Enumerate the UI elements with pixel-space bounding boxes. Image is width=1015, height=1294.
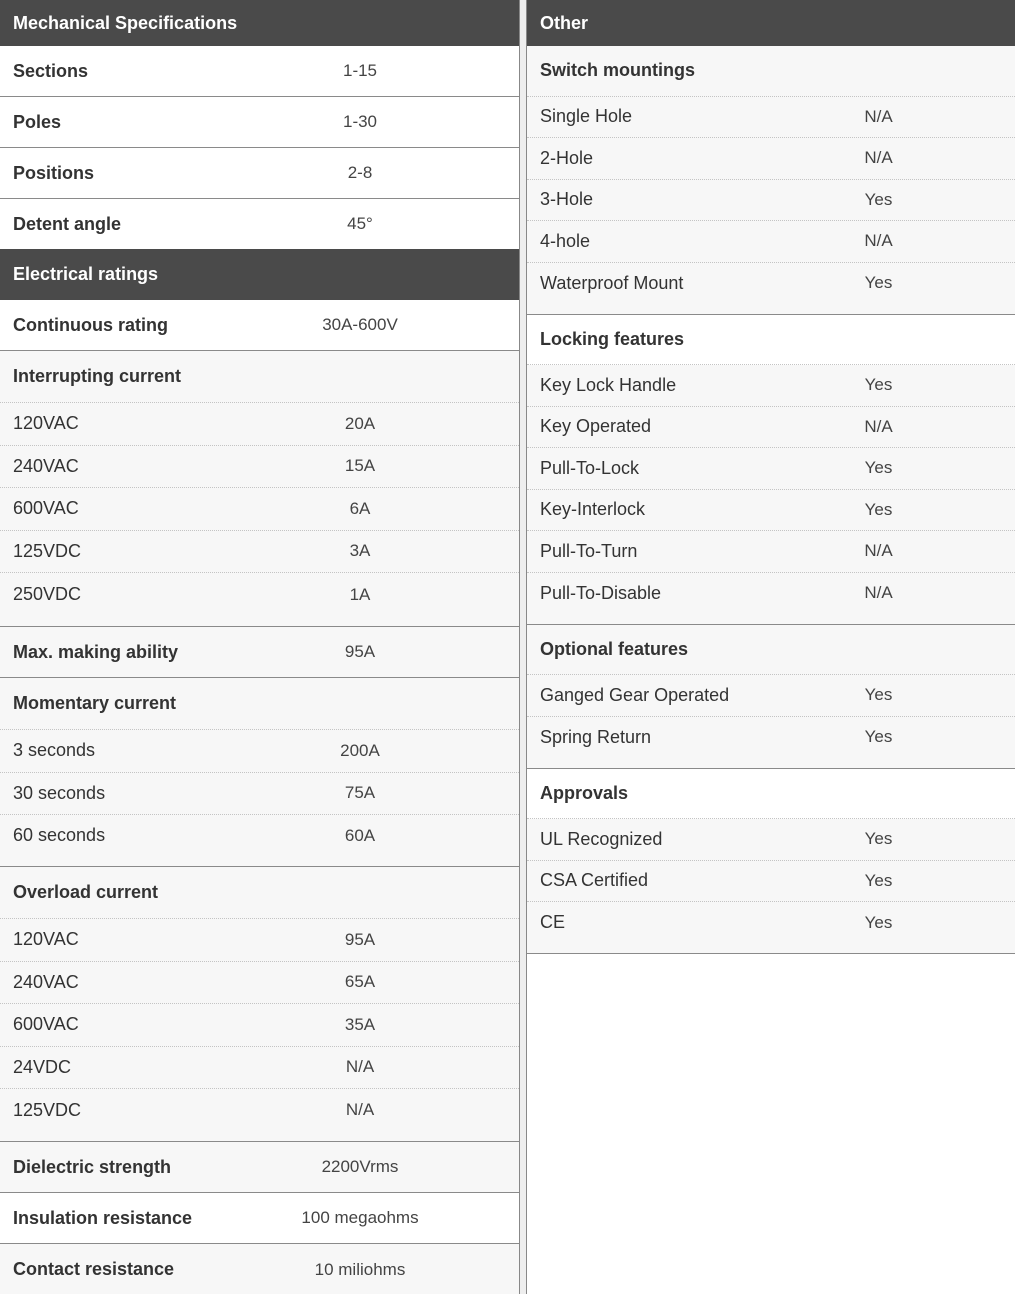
group-title: Interrupting current bbox=[13, 366, 182, 386]
spec-value: 2-8 bbox=[347, 163, 373, 182]
spec-value: 30A-600V bbox=[322, 315, 398, 334]
sub-value: N/A bbox=[864, 416, 893, 436]
spec-label: Insulation resistance bbox=[13, 1207, 193, 1228]
sub-row bbox=[0, 815, 519, 867]
sub-row bbox=[0, 730, 519, 773]
spec-label: Positions bbox=[13, 162, 95, 183]
mechanical-specs-header: Mechanical Specifications bbox=[0, 0, 519, 46]
sub-row bbox=[0, 573, 519, 627]
sub-label: Key Operated bbox=[540, 416, 652, 437]
sub-label: 600VAC bbox=[13, 1014, 79, 1035]
sub-value: N/A bbox=[345, 1100, 375, 1119]
group-title: Optional features bbox=[540, 638, 689, 659]
sub-row bbox=[0, 1089, 519, 1142]
spec-row-poles bbox=[0, 97, 519, 148]
sub-row bbox=[527, 819, 1015, 861]
sub-label: Pull-To-Lock bbox=[540, 457, 640, 478]
spec-row-detent-angle bbox=[0, 199, 519, 249]
sub-label: 250VDC bbox=[13, 584, 82, 604]
spec-label: Poles bbox=[13, 111, 62, 132]
sub-value: 200A bbox=[340, 740, 380, 760]
spec-label: Detent angle bbox=[13, 213, 122, 234]
sub-value: Yes bbox=[864, 458, 893, 478]
spec-row-contact-resistance bbox=[0, 1244, 519, 1294]
sub-label: 240VAC bbox=[13, 971, 79, 992]
spec-label: Contact resistance bbox=[13, 1259, 175, 1279]
sub-value: N/A bbox=[864, 583, 893, 602]
spec-row-positions bbox=[0, 148, 519, 199]
sub-label: 125VDC bbox=[13, 1099, 82, 1120]
sub-value: N/A bbox=[864, 541, 893, 561]
sub-row bbox=[0, 962, 519, 1005]
sub-row bbox=[527, 902, 1015, 954]
sub-row bbox=[0, 488, 519, 531]
sub-row bbox=[527, 448, 1015, 490]
sub-value: N/A bbox=[864, 231, 893, 251]
sub-label: Pull-To-Disable bbox=[540, 582, 662, 603]
sub-value: Yes bbox=[864, 870, 893, 890]
group-approvals bbox=[527, 769, 1015, 820]
spec-value: 100 megaohms bbox=[301, 1208, 419, 1227]
group-optional-features bbox=[527, 625, 1015, 676]
sub-value: 75A bbox=[344, 783, 376, 803]
sub-label: UL Recognized bbox=[540, 828, 663, 849]
sub-label: 600VAC bbox=[13, 498, 79, 519]
spec-value: 1-15 bbox=[342, 61, 378, 80]
spec-value: 95A bbox=[344, 642, 376, 661]
sub-row bbox=[0, 919, 519, 962]
sub-row bbox=[527, 97, 1015, 139]
group-title: Momentary current bbox=[13, 693, 177, 713]
sub-row bbox=[527, 263, 1015, 315]
sub-label: Single Hole bbox=[540, 106, 633, 127]
sub-row bbox=[527, 221, 1015, 263]
sub-label: CE bbox=[540, 912, 566, 932]
group-title: Approvals bbox=[540, 782, 629, 803]
sub-value: Yes bbox=[864, 189, 893, 209]
spec-row-max-making-ability bbox=[0, 627, 519, 678]
spec-row-dielectric-strength bbox=[0, 1142, 519, 1193]
electrical-ratings-header: Electrical ratings bbox=[0, 249, 519, 300]
sub-label: 4-hole bbox=[540, 230, 591, 251]
spec-value: 45° bbox=[347, 214, 373, 233]
group-interrupting-current bbox=[0, 351, 519, 403]
sub-label: CSA Certified bbox=[540, 870, 649, 891]
spec-label: Dielectric strength bbox=[13, 1156, 172, 1177]
sub-row bbox=[0, 1004, 519, 1047]
group-title: Overload current bbox=[13, 882, 159, 902]
sub-value: 6A bbox=[349, 498, 371, 518]
sub-label: 120VAC bbox=[13, 413, 79, 434]
sub-label: 120VAC bbox=[13, 929, 79, 950]
sub-row bbox=[527, 717, 1015, 769]
group-overload-current bbox=[0, 867, 519, 919]
sub-row bbox=[0, 1047, 519, 1090]
sub-row bbox=[527, 490, 1015, 532]
sub-row bbox=[527, 365, 1015, 407]
spec-row-insulation-resistance bbox=[0, 1193, 519, 1244]
spec-value: 1-30 bbox=[342, 112, 378, 131]
sub-value: 35A bbox=[344, 1014, 376, 1034]
spec-row-sections bbox=[0, 46, 519, 97]
sub-label: 3 seconds bbox=[13, 740, 96, 761]
spec-value: 10 miliohms bbox=[314, 1259, 406, 1279]
spec-row-continuous-rating bbox=[0, 300, 519, 351]
sub-label: 3-Hole bbox=[540, 189, 594, 210]
sub-row bbox=[0, 531, 519, 574]
group-switch-mountings bbox=[527, 46, 1015, 97]
sub-value: Yes bbox=[864, 912, 893, 932]
sub-value: Yes bbox=[864, 375, 893, 395]
sub-label: Spring Return bbox=[540, 726, 652, 747]
sub-row bbox=[0, 403, 519, 446]
sub-value: 95A bbox=[344, 929, 376, 949]
sub-value: Yes bbox=[864, 273, 893, 292]
sub-label: Ganged Gear Operated bbox=[540, 684, 730, 705]
spec-label: Continuous rating bbox=[13, 314, 168, 335]
right-column bbox=[526, 0, 1015, 1294]
sub-row bbox=[527, 531, 1015, 573]
sub-row bbox=[527, 675, 1015, 717]
spec-label: Sections bbox=[13, 60, 89, 81]
sub-value: 20A bbox=[344, 413, 376, 433]
sub-value: Yes bbox=[864, 829, 893, 849]
sub-label: 30 seconds bbox=[13, 782, 106, 803]
sub-label: Waterproof Mount bbox=[540, 272, 684, 293]
sub-value: N/A bbox=[864, 106, 893, 126]
other-header: Other bbox=[527, 0, 1015, 46]
sub-label: 240VAC bbox=[13, 455, 79, 476]
group-locking-features bbox=[527, 315, 1015, 366]
group-title: Switch mountings bbox=[540, 60, 695, 81]
sub-row bbox=[0, 446, 519, 489]
sub-label: Key-Interlock bbox=[540, 499, 646, 520]
sub-value: 15A bbox=[344, 456, 376, 476]
group-momentary-current bbox=[0, 678, 519, 730]
spec-value: 2200Vrms bbox=[321, 1157, 399, 1176]
sub-value: Yes bbox=[864, 727, 893, 746]
sub-row bbox=[527, 138, 1015, 180]
sub-row bbox=[527, 407, 1015, 449]
sub-value: Yes bbox=[864, 685, 893, 705]
sub-label: Key Lock Handle bbox=[540, 374, 677, 395]
sub-label: 125VDC bbox=[13, 540, 82, 561]
sub-label: 60 seconds bbox=[13, 825, 106, 845]
sub-value: 3A bbox=[349, 541, 371, 561]
sub-row bbox=[0, 773, 519, 816]
sub-value: N/A bbox=[864, 148, 893, 168]
sub-value: 1A bbox=[349, 584, 371, 604]
sub-value: N/A bbox=[345, 1057, 375, 1077]
sub-label: 24VDC bbox=[13, 1056, 72, 1077]
sub-row bbox=[527, 861, 1015, 903]
sub-value: 60A bbox=[344, 825, 376, 845]
sub-row bbox=[527, 573, 1015, 625]
sub-value: 65A bbox=[344, 972, 376, 992]
sub-label: Pull-To-Turn bbox=[540, 540, 638, 561]
spec-label: Max. making ability bbox=[13, 641, 179, 662]
sub-value: Yes bbox=[864, 499, 893, 519]
sub-row bbox=[527, 180, 1015, 222]
sub-label: 2-Hole bbox=[540, 147, 594, 168]
group-title: Locking features bbox=[540, 328, 685, 349]
